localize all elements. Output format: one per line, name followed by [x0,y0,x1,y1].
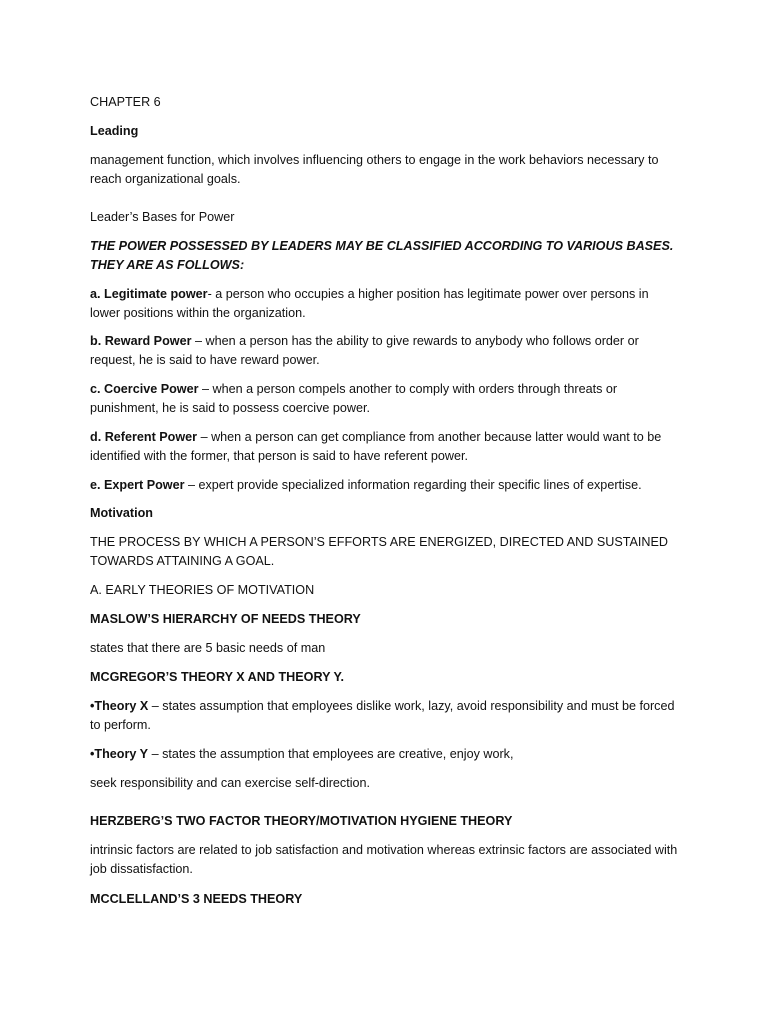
mcclelland-heading: MCCLELLAND’S 3 NEEDS THEORY [90,892,303,906]
power-item-legitimate [90,285,680,323]
power-text: - a person who occupies a higher position has legitimate power over persons in lower positions within the organization. [90,287,649,320]
power-text: – when a person compels another to comply with orders through threats or punishment, he is said to possess coercive power. [90,382,618,415]
power-item-referent [90,428,680,466]
power-item-expert [90,476,680,495]
power-text: – when a person can get compliance from another because latter would want to be identified with the former, that person is said to have referent power. [90,430,662,463]
power-term: a. Legitimate power [90,287,208,301]
power-text: – when a person has the ability to give rewards to anybody who follows order or request, he is said to have reward power. [90,334,639,367]
power-term: b. Reward Power [90,334,192,348]
maslow-text: states that there are 5 basic needs of man [90,641,326,655]
maslow-heading: MASLOW’S HIERARCHY OF NEEDS THEORY [90,612,361,626]
leading-definition: management function, which involves influencing others to engage in the work behaviors necessary to reach organizational goals. [90,153,659,186]
power-item-coercive [90,380,680,418]
motivation-heading: Motivation [90,506,153,520]
early-theories-heading: A. EARLY THEORIES OF MOTIVATION [90,583,315,597]
herzberg-heading: HERZBERG’S TWO FACTOR THEORY/MOTIVATION HYGIENE THEORY [90,814,513,828]
leading-heading: Leading [90,124,139,138]
power-text: – expert provide specialized information regarding their specific lines of expertise. [184,478,642,492]
theory-x-term: •Theory X [90,699,149,713]
herzberg-text: intrinsic factors are related to job satisfaction and motivation whereas extrinsic factors are associated with job dissatisfaction. [90,843,678,876]
power-term: d. Referent Power [90,430,198,444]
power-intro: THE POWER POSSESSED BY LEADERS MAY BE CLASSIFIED ACCORDING TO VARIOUS BASES. THEY ARE AS FOLLOWS: [90,239,674,272]
power-item-reward [90,332,680,370]
theory-y-text: – states the assumption that employees are creative, enjoy work, [148,747,514,761]
power-heading: Leader’s Bases for Power [90,210,235,224]
mcgregor-heading: MCGREGOR’S THEORY X AND THEORY Y. [90,670,345,684]
power-term: e. Expert Power [90,478,185,492]
theory-y-item [90,745,680,764]
theory-x-text: – states assumption that employees dislike work, lazy, avoid responsibility and must be forced to perform. [90,699,675,732]
motivation-definition: THE PROCESS BY WHICH A PERSON’S EFFORTS ARE ENERGIZED, DIRECTED AND SUSTAINED TOWARDS ATTAINING A GOAL. [90,535,669,568]
theory-x-item [90,697,680,735]
theory-y-continuation: seek responsibility and can exercise self-direction. [90,776,370,790]
chapter-label: CHAPTER 6 [90,95,161,109]
power-term: c. Coercive Power [90,382,199,396]
theory-y-term: •Theory Y [90,747,149,761]
